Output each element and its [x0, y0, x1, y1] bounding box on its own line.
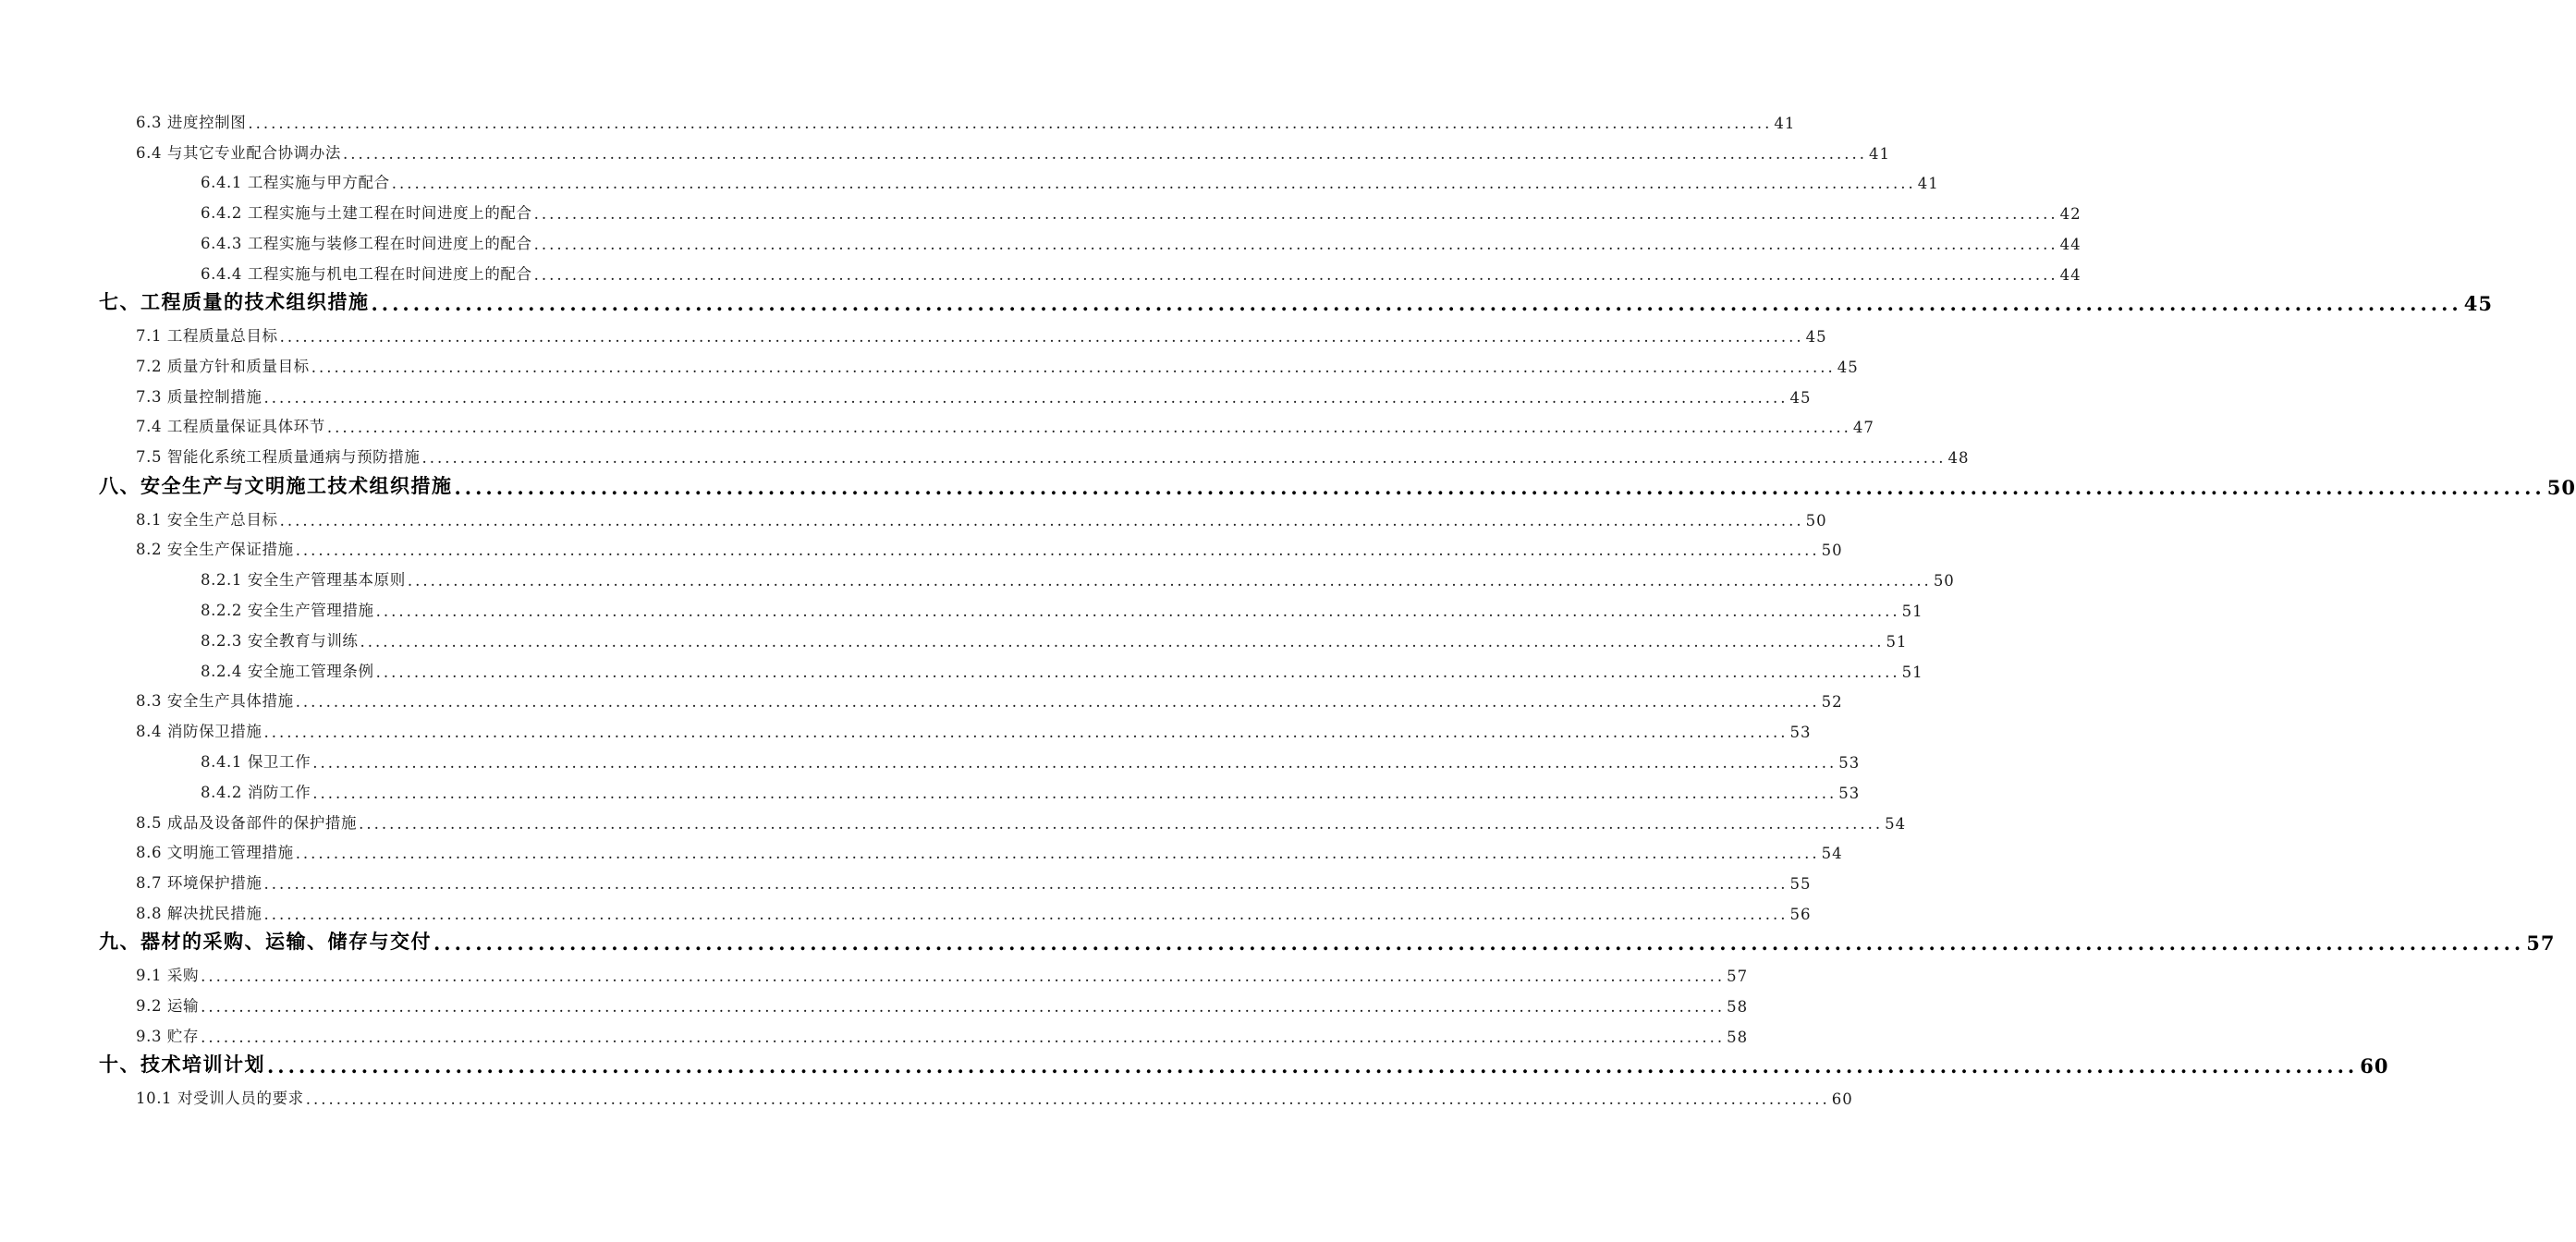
toc-chapter-entry[interactable]	[0, 1046, 2389, 1078]
toc-entry-title: 10.1 对受训人员的要求	[136, 1090, 304, 1108]
toc-entry-title: 8.2 安全生产保证措施	[136, 541, 294, 559]
toc-section-entry[interactable]	[0, 192, 2082, 224]
toc-section-entry[interactable]	[0, 893, 1812, 923]
toc-dot-leader: ........................................................................................................................................................................................................	[201, 968, 1726, 986]
toc-page-number: 58	[1727, 1028, 1749, 1046]
toc-dot-leader: ........................................................................................................................................................................................................	[311, 358, 1836, 376]
toc-dot-leader: ........................................................................................................................................................................................................	[371, 292, 2462, 316]
toc-dot-leader: ........................................................................................................................................................................................................	[263, 724, 1789, 742]
toc-page-number: 51	[1901, 602, 1923, 620]
toc-page-number: 57	[2526, 932, 2556, 956]
toc-section-entry[interactable]	[0, 346, 1859, 376]
toc-page-number: 50	[1821, 542, 1843, 560]
toc-page-number: 44	[2059, 265, 2082, 284]
toc-entry-title: 9.2 运输	[136, 997, 200, 1016]
toc-page-number: 50	[1933, 572, 1955, 591]
toc-chapter-entry[interactable]	[0, 467, 2576, 499]
toc-section-entry[interactable]	[0, 681, 1843, 712]
toc-page-number: 41	[1868, 144, 1890, 163]
toc-section-entry[interactable]	[0, 407, 1874, 437]
toc-section-entry[interactable]	[0, 862, 1812, 894]
toc-section-entry[interactable]	[0, 590, 1923, 620]
toc-page-number: 45	[2463, 292, 2493, 316]
toc-page-number: 56	[1789, 905, 1812, 923]
toc-section-entry[interactable]	[0, 1078, 1853, 1109]
toc-entry-title: 6.4.1 工程实施与甲方配合	[201, 174, 390, 192]
toc-page-number: 41	[1917, 175, 1939, 193]
toc-page-number: 57	[1727, 968, 1749, 986]
toc-section-entry[interactable]	[0, 985, 1749, 1017]
toc-section-entry[interactable]	[0, 955, 1749, 986]
toc-entry-title: 7.5 智能化系统工程质量通病与预防措施	[136, 448, 421, 467]
toc-section-entry[interactable]	[0, 833, 1843, 863]
toc-entry-title: 7.3 质量控制措施	[136, 387, 262, 406]
table-of-contents	[0, 102, 2576, 1109]
toc-page-number: 45	[1805, 328, 1827, 347]
toc-dot-leader: ........................................................................................................................................................................................................	[533, 265, 2058, 284]
toc-entry-title: 七、工程质量的技术组织措施	[99, 290, 370, 314]
toc-section-entry[interactable]	[0, 651, 1923, 681]
toc-page-number: 52	[1821, 693, 1843, 712]
toc-dot-leader: ........................................................................................................................................................................................................	[201, 1028, 1726, 1046]
toc-entry-title: 8.2.1 安全生产管理基本原则	[201, 571, 406, 590]
toc-page-number: 53	[1789, 724, 1812, 742]
toc-dot-leader: ........................................................................................................................................................................................................	[360, 632, 1885, 651]
toc-dot-leader: ........................................................................................................................................................................................................	[305, 1090, 1830, 1109]
toc-dot-leader: ........................................................................................................................................................................................................	[279, 328, 1804, 347]
toc-entry-title: 6.4.3 工程实施与装修工程在时间进度上的配合	[201, 234, 532, 252]
toc-section-entry[interactable]	[0, 102, 1796, 132]
toc-entry-title: 8.3 安全生产具体措施	[136, 692, 294, 711]
toc-dot-leader: ........................................................................................................................................................................................................	[375, 663, 1900, 681]
toc-section-entry[interactable]	[0, 376, 1812, 407]
toc-dot-leader: ........................................................................................................................................................................................................	[295, 693, 1820, 712]
toc-entry-title: 7.2 质量方针和质量目标	[136, 357, 310, 375]
toc-entry-title: 6.4.4 工程实施与机电工程在时间进度上的配合	[201, 264, 532, 283]
toc-dot-leader: ........................................................................................................................................................................................................	[533, 205, 2058, 224]
toc-entry-title: 7.4 工程质量保证具体环节	[136, 418, 325, 436]
toc-entry-title: 8.5 成品及设备部件的保护措施	[136, 813, 358, 832]
toc-dot-leader: ........................................................................................................................................................................................................	[279, 511, 1804, 530]
toc-dot-leader: ........................................................................................................................................................................................................	[343, 144, 1867, 163]
toc-dot-leader: ........................................................................................................................................................................................................	[263, 875, 1789, 894]
toc-entry-title: 十、技术培训计划	[99, 1053, 265, 1077]
toc-entry-title: 8.2.2 安全生产管理措施	[201, 601, 374, 619]
toc-section-entry[interactable]	[0, 1016, 1749, 1046]
toc-section-entry[interactable]	[0, 163, 1939, 193]
toc-section-entry[interactable]	[0, 530, 1843, 560]
toc-page-number: 50	[2546, 475, 2576, 499]
toc-dot-leader: ........................................................................................................................................................................................................	[533, 235, 2058, 253]
toc-entry-title: 8.8 解决扰民措施	[136, 904, 262, 922]
toc-dot-leader: ........................................................................................................................................................................................................	[267, 1054, 2359, 1078]
toc-dot-leader: ........................................................................................................................................................................................................	[295, 542, 1820, 560]
toc-page-number: 45	[1789, 388, 1812, 407]
toc-dot-leader: ........................................................................................................................................................................................................	[263, 905, 1789, 923]
toc-section-entry[interactable]	[0, 253, 2082, 284]
toc-page-number: 58	[1727, 998, 1749, 1017]
toc-dot-leader: ........................................................................................................................................................................................................	[201, 998, 1726, 1017]
toc-dot-leader: ........................................................................................................................................................................................................	[421, 449, 1947, 468]
toc-page-number: 55	[1789, 875, 1812, 894]
toc-section-entry[interactable]	[0, 559, 1955, 591]
toc-dot-leader: ........................................................................................................................................................................................................	[407, 572, 1932, 591]
toc-section-entry[interactable]	[0, 436, 1970, 468]
toc-entry-title: 8.4.1 保卫工作	[201, 752, 311, 771]
toc-entry-title: 6.3 进度控制图	[136, 113, 247, 131]
toc-section-entry[interactable]	[0, 772, 1861, 802]
toc-dot-leader: ........................................................................................................................................................................................................	[248, 114, 1773, 132]
toc-entry-title: 6.4.2 工程实施与土建工程在时间进度上的配合	[201, 204, 532, 223]
toc-section-entry[interactable]	[0, 741, 1861, 772]
toc-section-entry[interactable]	[0, 499, 1827, 530]
toc-entry-title: 8.4 消防保卫措施	[136, 723, 262, 741]
toc-section-entry[interactable]	[0, 711, 1812, 742]
toc-entry-title: 8.4.2 消防工作	[201, 783, 311, 801]
toc-entry-title: 8.2.4 安全施工管理条例	[201, 662, 374, 680]
toc-page-number: 54	[1821, 845, 1843, 863]
toc-section-entry[interactable]	[0, 315, 1827, 347]
toc-entry-title: 8.7 环境保护措施	[136, 874, 262, 893]
toc-page-number: 54	[1885, 814, 1907, 833]
toc-dot-leader: ........................................................................................................................................................................................................	[295, 845, 1820, 863]
toc-entry-title: 8.1 安全生产总目标	[136, 510, 278, 529]
toc-page-number: 45	[1837, 358, 1859, 376]
toc-page-number: 44	[2059, 235, 2082, 253]
toc-section-entry[interactable]	[0, 620, 1908, 651]
toc-dot-leader: ........................................................................................................................................................................................................	[326, 419, 1851, 437]
toc-dot-leader: ........................................................................................................................................................................................................	[263, 388, 1789, 407]
toc-page-number: 51	[1901, 663, 1923, 681]
toc-entry-title: 9.3 贮存	[136, 1027, 200, 1045]
toc-entry-title: 8.2.3 安全教育与训练	[201, 631, 359, 650]
toc-page-number: 51	[1886, 632, 1908, 651]
toc-section-entry[interactable]	[0, 802, 1907, 833]
toc-entry-title: 8.6 文明施工管理措施	[136, 844, 294, 862]
toc-page-number: 53	[1838, 753, 1861, 772]
toc-dot-leader: ........................................................................................................................................................................................................	[433, 932, 2525, 956]
toc-dot-leader: ........................................................................................................................................................................................................	[454, 475, 2545, 499]
toc-page-number: 60	[1831, 1090, 1853, 1109]
toc-page-number: 50	[1805, 511, 1827, 530]
toc-page-number: 42	[2059, 205, 2082, 224]
toc-page-number: 60	[2360, 1054, 2389, 1078]
toc-dot-leader: ........................................................................................................................................................................................................	[391, 175, 1916, 193]
toc-entry-title: 6.4 与其它专业配合协调办法	[136, 143, 341, 162]
toc-chapter-entry[interactable]	[0, 923, 2556, 956]
toc-page-number: 47	[1852, 419, 1874, 437]
toc-page-number: 53	[1838, 784, 1861, 802]
toc-entry-title: 7.1 工程质量总目标	[136, 327, 278, 346]
toc-entry-title: 九、器材的采购、运输、储存与交付	[99, 930, 432, 954]
toc-entry-title: 9.1 采购	[136, 967, 200, 985]
toc-entry-title: 八、安全生产与文明施工技术组织措施	[99, 473, 453, 497]
toc-dot-leader: ........................................................................................................................................................................................................	[359, 814, 1884, 833]
toc-page-number: 41	[1774, 114, 1796, 132]
toc-dot-leader: ........................................................................................................................................................................................................	[375, 602, 1900, 620]
toc-section-entry[interactable]	[0, 132, 1890, 163]
toc-dot-leader: ........................................................................................................................................................................................................	[312, 784, 1837, 802]
toc-page-number: 48	[1947, 449, 1970, 468]
toc-chapter-entry[interactable]	[0, 284, 2493, 316]
toc-dot-leader: ........................................................................................................................................................................................................	[312, 753, 1837, 772]
toc-section-entry[interactable]	[0, 223, 2082, 253]
